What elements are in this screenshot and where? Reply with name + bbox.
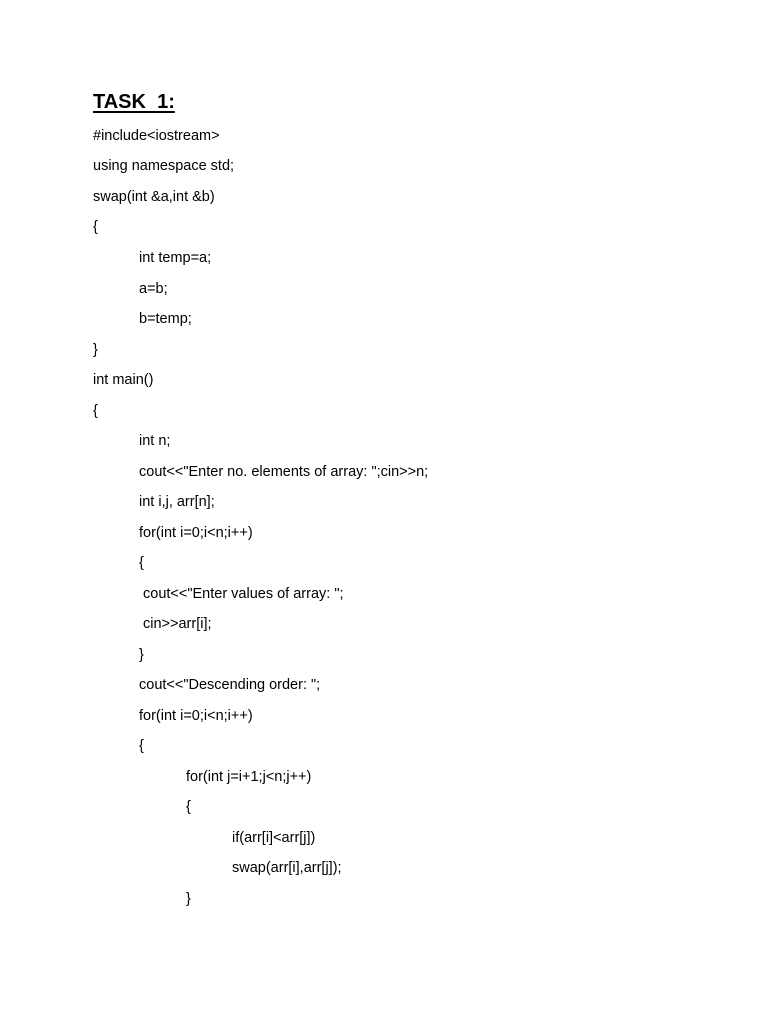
code-line-swap-call: swap(arr[i],arr[j]); bbox=[232, 860, 342, 876]
code-line-print-heading: cout<<"Descending order: "; bbox=[139, 677, 321, 693]
code-line-input-loop-open: { bbox=[139, 555, 144, 571]
code-line-inner-loop: for(int j=i+1;j<n;j++) bbox=[186, 769, 312, 785]
code-line-main-signature: int main() bbox=[93, 372, 154, 388]
code-line-temp-decl: int temp=a; bbox=[139, 250, 212, 266]
code-line-namespace: using namespace std; bbox=[93, 158, 235, 174]
code-line-inner-loop-open: { bbox=[186, 799, 191, 815]
code-line-input-loop: for(int i=0;i<n;i++) bbox=[139, 525, 253, 541]
code-line-inner-loop-close: } bbox=[186, 891, 191, 907]
code-line-array-decl: int i,j, arr[n]; bbox=[139, 494, 215, 510]
code-line-main-open-brace: { bbox=[93, 403, 98, 419]
code-line-assign-b: b=temp; bbox=[139, 311, 192, 327]
code-line-read-n: cout<<"Enter no. elements of array: ";cin>>n; bbox=[139, 464, 429, 480]
code-line-prompt-values: cout<<"Enter values of array: "; bbox=[143, 586, 344, 602]
code-line-read-element: cin>>arr[i]; bbox=[143, 616, 212, 632]
code-line-swap-open-brace: { bbox=[93, 219, 98, 235]
code-line-assign-a: a=b; bbox=[139, 281, 168, 297]
code-line-swap-signature: swap(int &a,int &b) bbox=[93, 189, 215, 205]
code-line-n-decl: int n; bbox=[139, 433, 171, 449]
code-line-swap-close-brace: } bbox=[93, 342, 98, 358]
code-line-compare: if(arr[i]<arr[j]) bbox=[232, 830, 316, 846]
code-line-include: #include<iostream> bbox=[93, 128, 220, 144]
task-heading: TASK 1: bbox=[93, 91, 175, 113]
code-line-outer-loop: for(int i=0;i<n;i++) bbox=[139, 708, 253, 724]
code-line-input-loop-close: } bbox=[139, 647, 144, 663]
code-line-outer-loop-open: { bbox=[139, 738, 144, 754]
